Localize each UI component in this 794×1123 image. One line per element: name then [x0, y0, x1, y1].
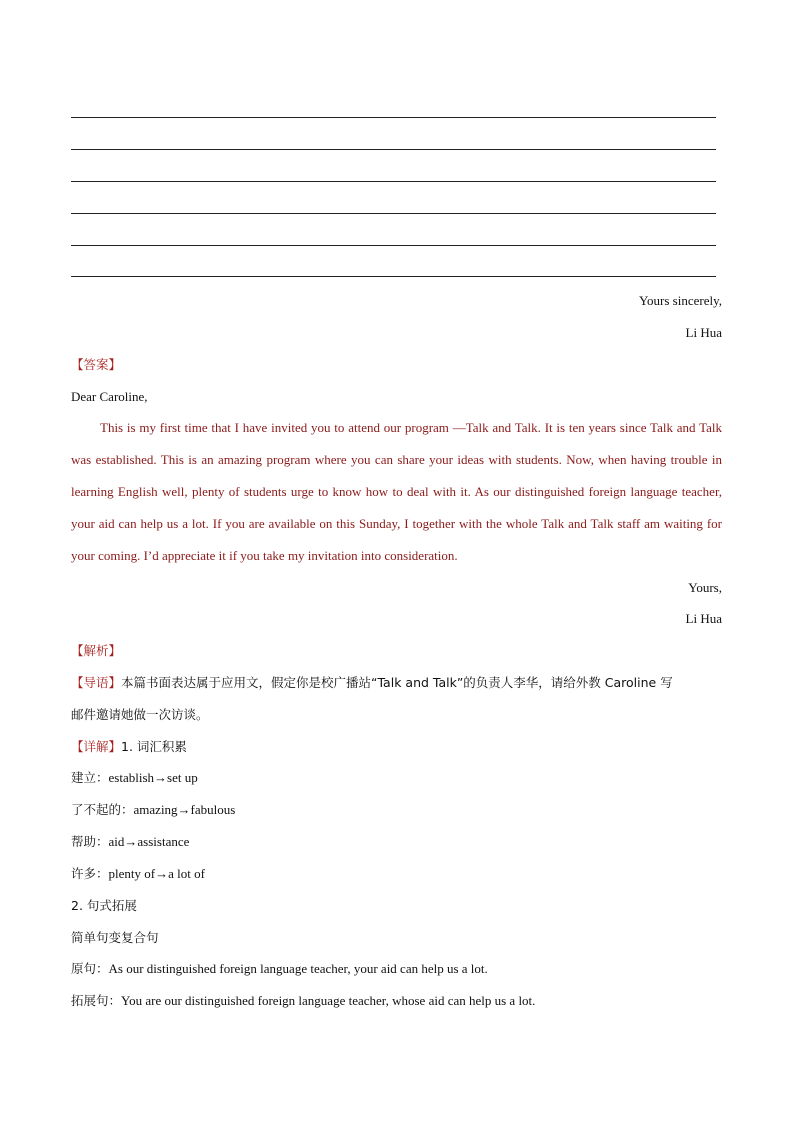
- signoff-closing: Yours sincerely,: [638, 293, 722, 308]
- writing-line: [71, 181, 716, 182]
- signoff-name: Li Hua: [685, 325, 722, 340]
- guide-text-1: 本篇书面表达属于应用文，假定你是校广播站“Talk and Talk”的负责人李华，请给外教 Caroline 写: [121, 675, 673, 690]
- section-2-title: 2. 句式拓展: [71, 898, 137, 913]
- guide-line-1: [71, 674, 722, 692]
- guide-tag: 【导语】: [71, 675, 122, 690]
- vocab-en: plenty of→a lot of: [108, 866, 205, 881]
- answer-name: Li Hua: [685, 611, 722, 626]
- detail-heading: [71, 738, 722, 756]
- vocab-cn: 建立：: [71, 770, 109, 785]
- vocab-item: [71, 769, 722, 787]
- answer-body: [71, 412, 722, 572]
- extended-text: You are our distinguished foreign language teacher, whose aid can help us a lot.: [121, 993, 536, 1008]
- answer-closing: Yours,: [688, 580, 722, 595]
- original-label: 原句：: [71, 961, 109, 976]
- writing-line: [71, 276, 716, 277]
- vocab-en: amazing→fabulous: [133, 802, 236, 817]
- writing-line: [71, 213, 716, 214]
- subsection-title: 简单句变复合句: [71, 930, 159, 945]
- detail-title: 1. 词汇积累: [121, 739, 187, 754]
- extended-sentence: [71, 992, 722, 1010]
- answer-body-text: This is my first time that I have invited you to attend our program —Talk and Talk. It is ten years since Talk and Talk was established. This is an amazing program where you can share your ideas with students. Now, when having trouble in learning English well, plenty of students urge to know how to deal with it. As our distinguished foreign language teacher, your aid can help us a lot. If you are available on this Sunday, I together with the whole Talk and Talk staff am waiting for your coming. I’d appreciate it if you take my invitation into consideration.: [71, 420, 722, 563]
- vocab-en: establish→set up: [108, 770, 198, 785]
- vocab-cn: 了不起的：: [71, 802, 134, 817]
- detail-tag: 【详解】: [71, 739, 122, 754]
- writing-line: [71, 117, 716, 118]
- original-text: As our distinguished foreign language teacher, your aid can help us a lot.: [108, 961, 488, 976]
- writing-line: [71, 245, 716, 246]
- vocab-item: [71, 801, 722, 819]
- writing-line: [71, 149, 716, 150]
- vocab-cn: 许多：: [71, 866, 109, 881]
- vocab-cn: 帮助：: [71, 834, 109, 849]
- salutation: Dear Caroline,: [71, 389, 148, 404]
- vocab-item: [71, 865, 722, 883]
- original-sentence: [71, 960, 722, 978]
- extended-label: 拓展句：: [71, 993, 122, 1008]
- vocab-en: aid→assistance: [108, 834, 190, 849]
- analysis-tag: 【解析】: [71, 643, 122, 658]
- vocab-item: [71, 833, 722, 851]
- answer-tag: 【答案】: [71, 357, 122, 372]
- guide-line-2: 邮件邀请她做一次访谈。: [71, 707, 209, 722]
